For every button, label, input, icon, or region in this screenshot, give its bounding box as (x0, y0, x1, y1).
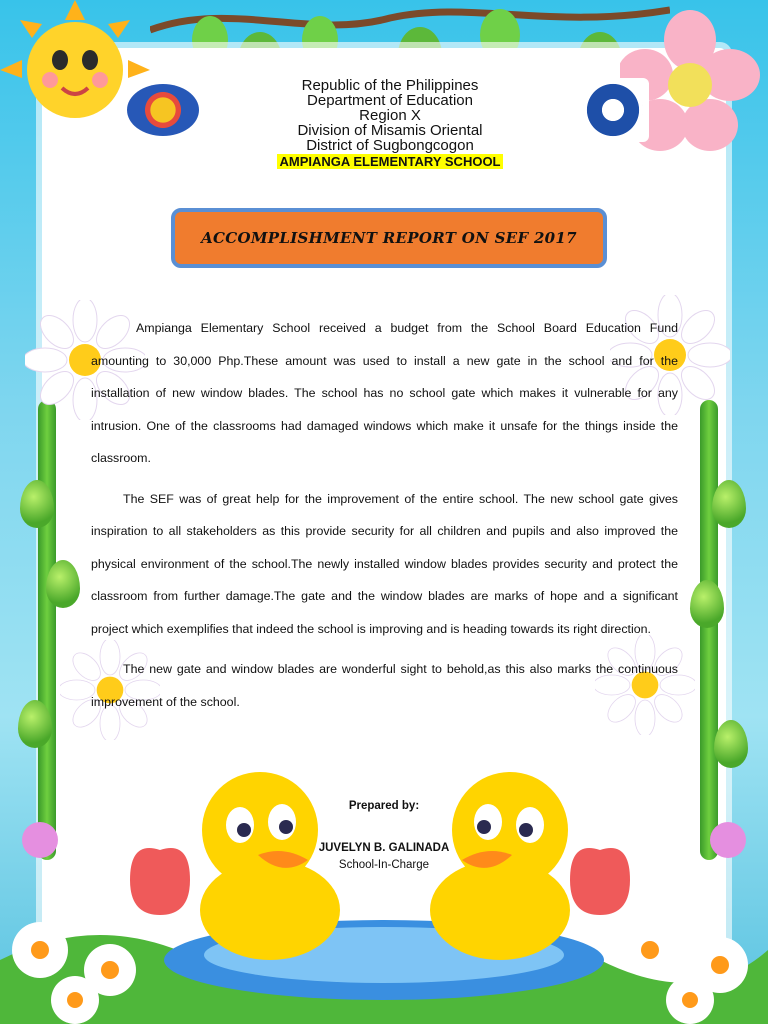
school-logo (123, 80, 203, 140)
school-name: AMPIANGA ELEMENTARY SCHOOL (279, 154, 501, 169)
report-body (91, 312, 678, 726)
deped-logo (577, 78, 649, 142)
paragraph: The new gate and window blades are wonderful sight to behold,as this also marks the continuous improvement of the school. (91, 662, 678, 709)
report-title-box (171, 208, 607, 268)
signatory-position: School-In-Charge (338, 859, 430, 871)
header-line-region: Region X (359, 107, 421, 124)
header-line-division: Division of Misamis Oriental (297, 122, 483, 139)
header-line-district: District of Sugbongcogon (306, 137, 474, 154)
report-title: ACCOMPLISHMENT REPORT ON SEF 2017 (201, 229, 577, 247)
header-line-republic: Republic of the Philippines (301, 77, 479, 94)
prepared-by-label: Prepared by: (348, 800, 420, 812)
letterhead (220, 78, 560, 169)
header-line-department: Department of Education (307, 92, 473, 109)
signatory-name: JUVELYN B. GALINADA (318, 842, 450, 854)
paragraph: Ampianga Elementary School received a budget from the School Board Education Fund amounting to 30,000 Php.These amount was used to install a new gate in the school and for the installation of new window blades. The school has no school gate which makes it vulnerable for any intrusion. One of the classrooms had damaged windows which make it unsafe for the things inside the classroom. (91, 321, 678, 465)
paragraph: The SEF was of great help for the improvement of the entire school. The new school gate gives inspiration to all stakeholders as this provide security for all children and pupils and also improved the physical environment of the school.The newly installed window blades provides security and protect the classroom from further damage.The gate and the window blades are marks of hope and a significant project which exemplifies that indeed the school is improving and is heading towards its right direction. (91, 491, 678, 636)
leaf-vine-icon (712, 480, 746, 528)
